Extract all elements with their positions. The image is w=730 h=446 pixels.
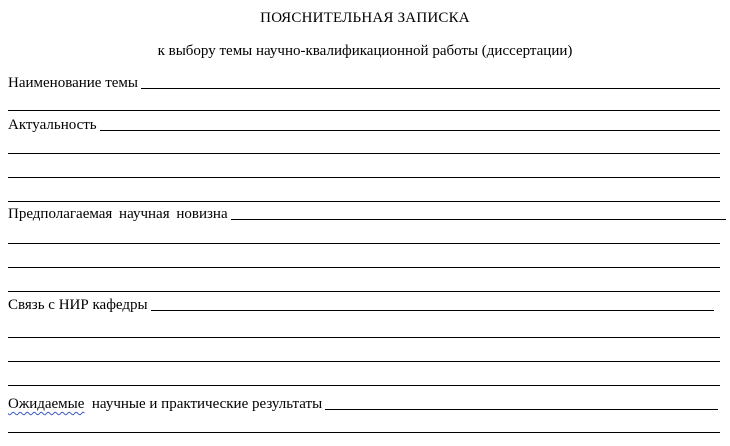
document-subtitle: к выбору темы научно-квалификационной работы (диссертации) xyxy=(157,43,573,59)
field-department-research xyxy=(8,294,714,314)
field-department-research-line[interactable] xyxy=(151,310,714,311)
field-expected-results-line[interactable] xyxy=(325,409,718,410)
blank-line[interactable] xyxy=(8,385,720,386)
blank-line[interactable] xyxy=(8,361,720,362)
blank-line[interactable] xyxy=(8,243,720,244)
field-novelty xyxy=(8,203,726,223)
blank-line[interactable] xyxy=(8,267,720,268)
field-relevance-line[interactable] xyxy=(100,130,720,131)
field-topic-name-label: Наименование темы xyxy=(8,75,138,91)
blank-line[interactable] xyxy=(8,110,720,111)
field-novelty-label: Предполагаемая научная новизна xyxy=(8,206,228,222)
field-expected-results xyxy=(8,393,718,413)
field-department-research-label: Связь с НИР кафедры xyxy=(8,297,148,313)
blank-line[interactable] xyxy=(8,291,720,292)
blank-line[interactable] xyxy=(8,432,720,433)
blank-line[interactable] xyxy=(8,153,720,154)
field-novelty-line[interactable] xyxy=(231,219,726,220)
document-title: ПОЯСНИТЕЛЬНАЯ ЗАПИСКА xyxy=(260,10,470,26)
field-expected-results-label xyxy=(8,396,325,413)
field-relevance-label: Актуальность xyxy=(8,117,97,133)
spellcheck-word: Ожидаемые xyxy=(8,396,85,412)
field-relevance xyxy=(8,114,720,134)
field-topic-name-line[interactable] xyxy=(141,88,720,89)
blank-line[interactable] xyxy=(8,177,720,178)
blank-line[interactable] xyxy=(8,337,720,338)
field-expected-results-label-rest: научные и практические результаты xyxy=(91,396,323,412)
blank-line[interactable] xyxy=(8,201,720,202)
field-topic-name xyxy=(8,72,720,92)
